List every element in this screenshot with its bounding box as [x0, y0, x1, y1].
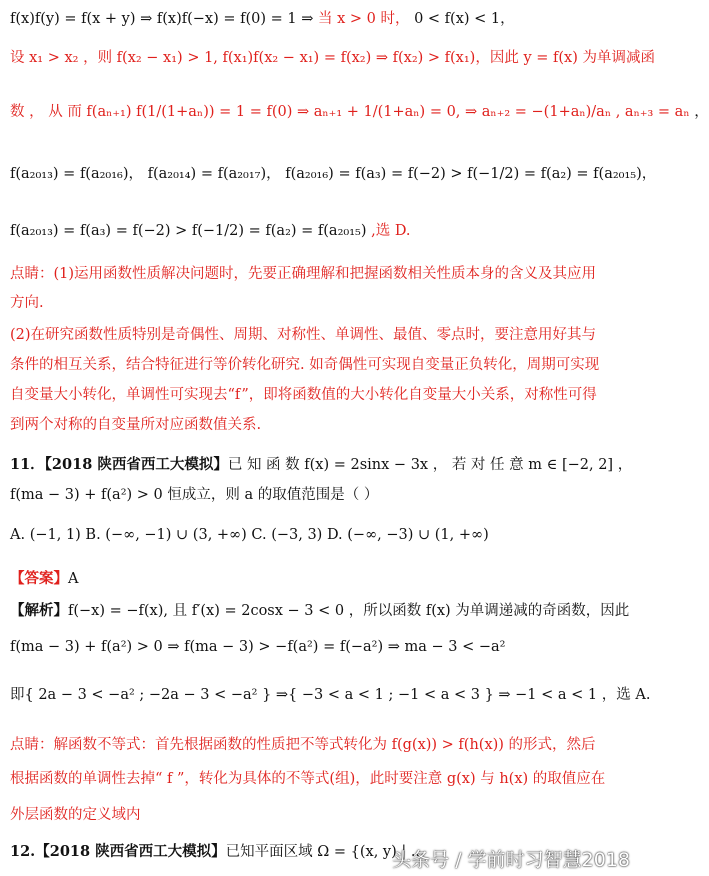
text-line-15	[10, 568, 632, 590]
text-segment: A. (−1, 1) B. (−∞, −1) ∪ (3, +∞) C. (−3, 3) D. (−∞, −3) ∪ (1, +∞)	[10, 527, 489, 543]
text-line-14	[10, 524, 632, 546]
text-segment: 自变量大小转化，单调性可实现去“f”，即将函数值的大小转化自变量大小关系，对称性可得	[10, 387, 597, 403]
text-segment: f(a₂₀₁₃) = f(a₃) = f(−2) > f(−1/2) = f(a₂) = f(a₂₀₁₅)	[10, 223, 372, 239]
text-line-1	[10, 8, 632, 30]
text-segment: 已 知 函 数 f(x) = 2sinx − 3x ， 若 对 任 意 m ∈ [−2, 2] ，	[227, 457, 633, 473]
text-line-10	[10, 384, 632, 406]
text-segment: 条件的相互关系，结合特征进行等价转化研究. 如奇偶性可实现自变量正负转化，周期可实现	[10, 357, 600, 373]
text-segment: f(ma − 3) + f(a²) > 0 ⇒ f(ma − 3) > −f(a²) = f(−a²) ⇒ ma − 3 < −a²	[10, 639, 506, 655]
text-segment: ，	[689, 104, 709, 120]
text-segment: (2)在研究函数性质特别是奇偶性、周期、对称性、单调性、最值、零点时，要注意用好其与	[10, 327, 597, 343]
text-line-16	[10, 600, 632, 622]
text-segment: 【答案】	[10, 570, 68, 587]
text-line-4	[10, 163, 657, 185]
text-segment: 11．【2018 陕西省西工大模拟】	[10, 456, 228, 473]
text-segment: 0 < f(x) < 1，	[409, 11, 515, 27]
text-segment: f(−x) = −f(x), 且 f′(x) = 2cosx − 3 < 0 ，所以函数 f(x) 为单调递减的奇函数，因此	[68, 603, 630, 619]
text-segment: 12.【2018 陕西省西工大模拟】	[10, 843, 226, 860]
text-line-2	[10, 47, 655, 69]
text-line-18	[10, 684, 651, 706]
text-segment: 因此 y = f(x) 为单调减函	[489, 50, 655, 66]
text-segment: 当 x > 0 时，	[317, 11, 410, 27]
text-segment: 【解析】	[10, 602, 68, 619]
text-line-21	[10, 804, 632, 826]
watermark: 头条号 / 学前时习智慧2018	[392, 849, 630, 871]
text-segment: f(ma − 3) + f(a²) > 0 恒成立，则 a 的取值范围是（ ）	[10, 487, 379, 503]
text-line-17	[10, 636, 632, 658]
text-line-3	[10, 101, 709, 123]
text-line-13	[10, 484, 632, 506]
text-segment: 即{ 2a − 3 < −a² ; −2a − 3 < −a² } ⇒{ −3 < a < 1 ; −1 < a < 3 } ⇒ −1 < a < 1 ，选 A.	[10, 687, 651, 703]
text-segment: 数 ， 从 而 f(aₙ₊₁) f(1/(1+aₙ)) = 1 = f(0) ⇒ aₙ₊₁ + 1/(1+aₙ) = 0, ⇒ aₙ₊₂ = −(1+aₙ)/aₙ , aₙ₊₃ = aₙ	[10, 104, 690, 120]
text-segment: 点睛：(1)运用函数性质解决问题时，先要正确理解和把握函数相关性质本身的含义及其应用	[10, 266, 597, 282]
text-segment: f(a₂₀₁₃) = f(a₂₀₁₆)， f(a₂₀₁₄) = f(a₂₀₁₇)， f(a₂₀₁₆) = f(a₃) = f(−2) > f(−1/2) = f(a₂) = f(a₂₀₁₅)，	[10, 166, 657, 182]
text-line-7	[10, 292, 632, 314]
text-segment: A	[68, 571, 79, 587]
text-line-6	[10, 263, 632, 285]
text-segment: f(x)f(y) = f(x + y) ⇒ f(x)f(−x) = f(0) = 1 ⇒	[10, 11, 318, 27]
text-segment: 根据函数的单调性去掉“ f ”，转化为具体的不等式(组)，此时要注意 g(x) 与 h(x) 的取值应在	[10, 771, 606, 787]
text-line-5	[10, 220, 632, 242]
text-line-11	[10, 414, 632, 436]
text-segment: 到两个对称的自变量所对应函数值关系.	[10, 417, 262, 433]
text-line-9	[10, 354, 632, 376]
text-line-19	[10, 734, 632, 756]
text-segment: 外层函数的定义域内	[10, 807, 141, 823]
text-segment: 设 x₁ > x₂ ，则 f(x₂ − x₁) > 1, f(x₁)f(x₂ − x₁) = f(x₂) ⇒ f(x₂) > f(x₁)，	[10, 50, 490, 66]
text-line-20	[10, 768, 632, 790]
text-segment: 已知平面区域 Ω = {(x, y) | ...	[225, 844, 425, 860]
text-segment: ,选 D.	[371, 223, 411, 239]
text-segment: 点睛：解函数不等式：首先根据函数的性质把不等式转化为 f(g(x)) > f(h(x)) 的形式，然后	[10, 737, 596, 753]
text-line-8	[10, 324, 632, 346]
text-segment: 方向.	[10, 295, 44, 311]
text-line-12	[10, 454, 632, 476]
